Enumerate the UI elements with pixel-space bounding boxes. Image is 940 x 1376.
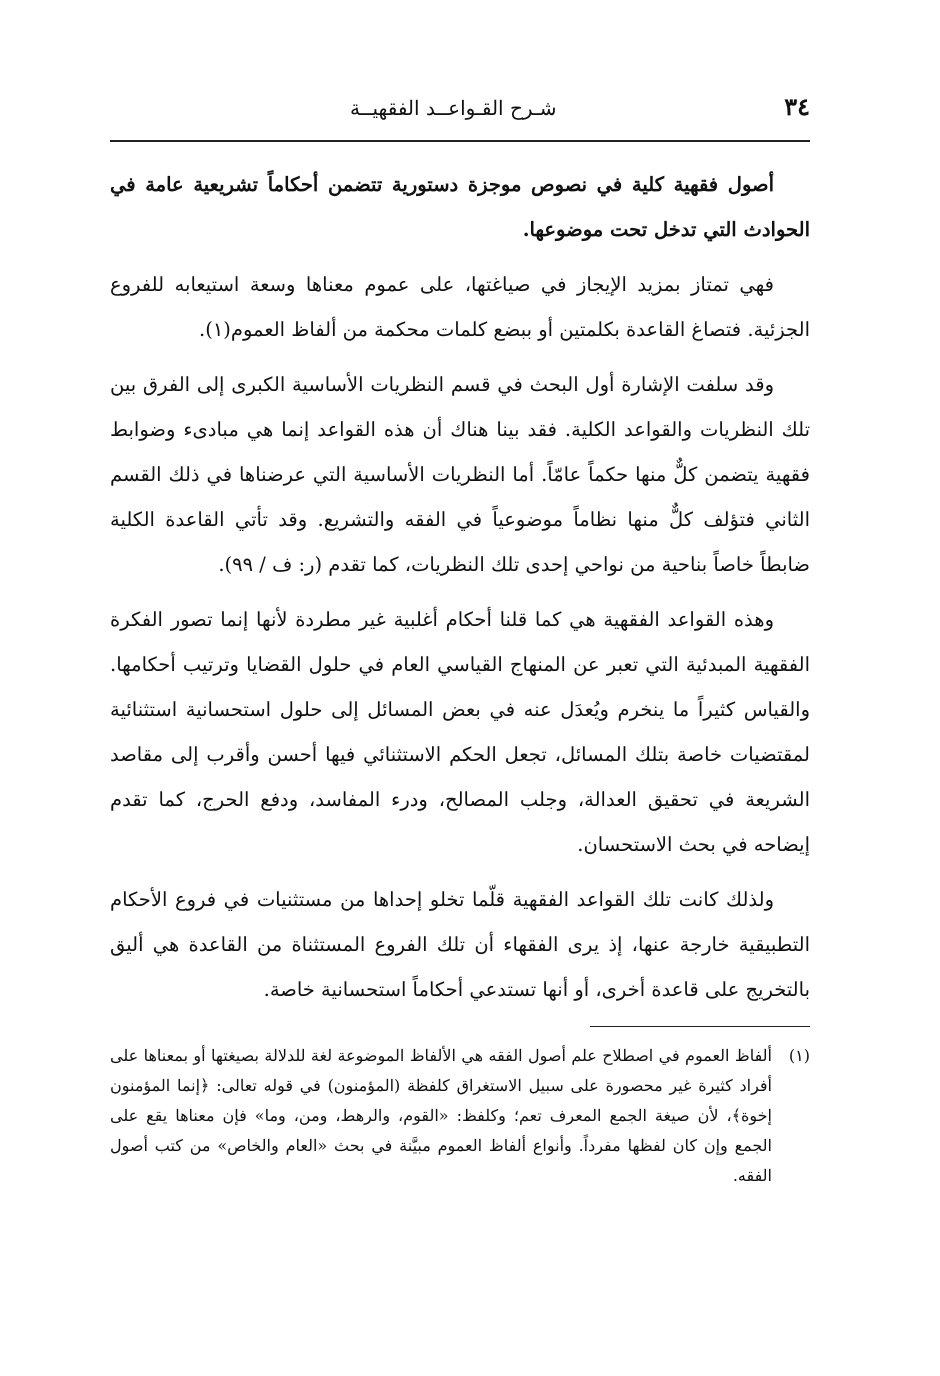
header-rule <box>110 140 810 142</box>
page-number: ٣٤ <box>784 92 810 121</box>
footnote <box>110 1041 810 1191</box>
paragraph-5: ولذلك كانت تلك القواعد الفقهية قلّما تخلو إحداها من مستثنيات في فروع الأحكام التطبيقية خارجة عنها، إذ يرى الفقهاء أن تلك الفروع المستثناة من القاعدة هي أليق بالتخريج على قاعدة أخرى، أو أنها تستدعي أحكاماً استحسانية خاصة. <box>110 888 810 1001</box>
page-header <box>110 92 810 128</box>
main-text <box>110 162 810 1012</box>
paragraph-4: وهذه القواعد الفقهية هي كما قلنا أحكام أغلبية غير مطردة لأنها إنما تصور الفكرة الفقهية المبدئية التي تعبر عن المنهاج القياسي العام في حلول القضايا وترتيب أحكامها. والقياس كثيراً ما ينخرم ويُعدَل عنه في بعض المسائل إلى حلول استحسانية استثنائية لمقتضيات خاصة بتلك المسائل، تجعل الحكم الاستثنائي فيها أحسن وأقرب إلى مقاصد الشريعة في تحقيق العدالة، وجلب المصالح، ودرء المفاسد، ودفع الحرج، كما تقدم إيضاحه في بحث الاستحسان. <box>110 608 810 856</box>
footnote-rule <box>590 1026 810 1027</box>
running-title: شـرح القـواعــد الفقهيــة <box>350 96 557 120</box>
paragraph-1: أصول فقهية كلية في نصوص موجزة دستورية تتضمن أحكاماً تشريعية عامة في الحوادث التي تدخل تحت موضوعها. <box>110 173 810 241</box>
book-page <box>110 92 810 1191</box>
footnote-number: (١) <box>788 1046 810 1065</box>
paragraph-2: فهي تمتاز بمزيد الإيجاز في صياغتها، على عموم معناها وسعة استيعابه للفروع الجزئية. فتصاغ القاعدة بكلمتين أو ببضع كلمات محكمة من ألفاظ العموم(١). <box>110 273 810 341</box>
paragraph-3: وقد سلفت الإشارة أول البحث في قسم النظريات الأساسية الكبرى إلى الفرق بين تلك النظريات والقواعد الكلية. فقد بينا هناك أن هذه القواعد إنما هي مبادىء وضوابط فقهية يتضمن كلٌّ منها حكماً عامّاً. أما النظريات الأساسية التي عرضناها في ذلك القسم الثاني فتؤلف كلٌّ منها نظاماً موضوعياً في الفقه والتشريع. وقد تأتي القاعدة الكلية ضابطاً خاصاً بناحية من نواحي إحدى تلك النظريات، كما تقدم (ر: ف / ٩٩). <box>110 373 810 576</box>
footnote-text: ألفاظ العموم في اصطلاح علم أصول الفقه هي الألفاظ الموضوعة لغة للدلالة بصيغتها أو بمعناها على أفراد كثيرة غير محصورة على سبيل الاستغراق كلفظة (المؤمنون) في قوله تعالى: ﴿إنما المؤمنون إخوة﴾، لأن صيغة الجمع المعرف تعم؛ وكلفظ: «القوم، والرهط، ومن، وما» فإن معناها يقع على الجمع وإن كان لفظها مفرداً. وأنواع ألفاظ العموم مبيَّنة في بحث «العام والخاص» من كتب أصول الفقه. <box>110 1046 772 1185</box>
